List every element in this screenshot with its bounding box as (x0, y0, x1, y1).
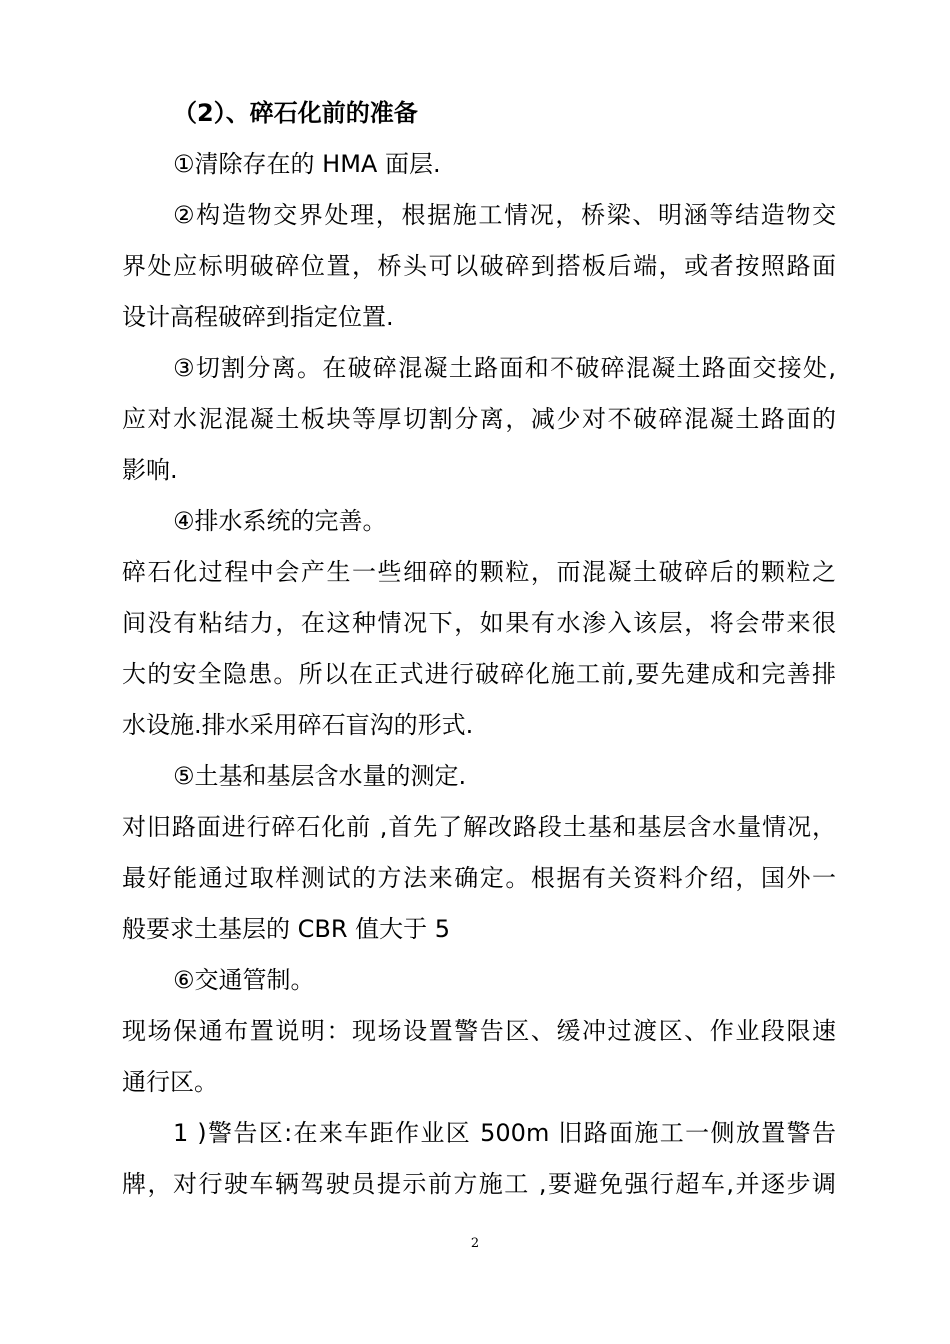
section-heading: （2）、碎石化前的准备 (173, 99, 418, 127)
item-2-line-3: 设计高程破碎到指定位置. (122, 303, 394, 331)
item-2-line-1: ②构造物交界处理，根据施工情况，桥梁、明涵等结造物交 (173, 201, 836, 229)
item-5-para-line-1: 对旧路面进行碎石化前 ,首先了解改路段土基和基层含水量情况， (122, 813, 836, 841)
warning-zone-line-2: 牌，对行驶车辆驾驶员提示前方施工 ,要避免强行超车,并逐步调 (122, 1170, 836, 1198)
item-4-title: ④排水系统的完善。 (173, 507, 387, 535)
item-4-para-line-3: 大的安全隐患。所以在正式进行破碎化施工前,要先建成和完善排 (122, 660, 836, 688)
item-6-para-line-1: 现场保通布置说明：现场设置警告区、缓冲过渡区、作业段限速 (122, 1017, 836, 1045)
item-6-title: ⑥交通管制。 (173, 966, 315, 994)
item-3-line-1: ③切割分离。在破碎混凝土路面和不破碎混凝土路面交接处, (173, 354, 836, 382)
item-2-line-2: 界处应标明破碎位置，桥头可以破碎到搭板后端，或者按照路面 (122, 252, 836, 280)
item-4-para-line-4: 水设施.排水采用碎石盲沟的形式. (122, 711, 474, 739)
page-number: 2 (470, 1236, 480, 1251)
item-4-para-line-2: 间没有粘结力，在这种情况下，如果有水渗入该层，将会带来很 (122, 609, 836, 637)
item-5-para-line-3: 般要求土基层的 CBR 值大于 5 (122, 915, 451, 943)
item-1-hma-removal: ①清除存在的 HMA 面层. (173, 150, 441, 178)
warning-zone-line-1: 1 )警告区:在来车距作业区 500m 旧路面施工一侧放置警告 (173, 1119, 836, 1147)
item-4-para-line-1: 碎石化过程中会产生一些细碎的颗粒，而混凝土破碎后的颗粒之 (122, 558, 836, 586)
item-6-para-line-2: 通行区。 (122, 1068, 218, 1096)
item-5-para-line-2: 最好能通过取样测试的方法来确定。根据有关资料介绍，国外一 (122, 864, 836, 892)
item-3-line-2: 应对水泥混凝土板块等厚切割分离，减少对不破碎混凝土路面的 (122, 405, 836, 433)
item-5-title: ⑤土基和基层含水量的测定. (173, 762, 467, 790)
item-3-line-3: 影响. (122, 456, 178, 484)
